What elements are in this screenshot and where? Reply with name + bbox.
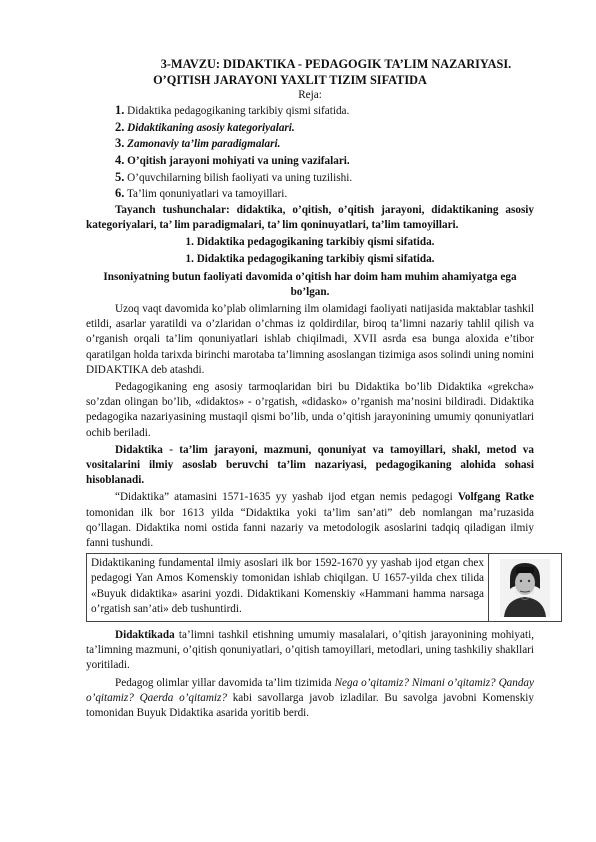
paragraph-definition: Pedagogikaning eng asosiy tarmoqlaridan biri bu Didaktika bo’lib Didaktika «grekcha» so’zdan olingan bo’lib, «didaktos» - o’rgatish, «didasko» o’rganish ma’nosini bildiradi. Didaktika pedagogika nazariyasining mustaqil qismi bo’lib, unda o’qitish jarayonining umumiy qonuniyatlari ochib beriladi. <box>86 381 534 439</box>
plan-item-number: 1. <box>115 103 125 118</box>
komenskiy-box-text: Didaktikaning fundamental ilmiy asoslari ilk bor 1592-1670 yy yashab ijod etgan chex pedagogi Yan Amos Komenskiy tomonidan ishlab chiqilgan. U 1657-yilda chex tilida «Buyuk didaktika» asarini yozdi. Didaktikani Komenskiy «Hammani hamma narsaga o’rgatish san’ati» deb tushuntirdi. <box>87 554 489 621</box>
plan-item <box>115 186 534 203</box>
plan-list <box>86 103 534 203</box>
plan-item-text: O’quvchilarning bilish faoliyati va uning tuzilishi. <box>127 171 353 184</box>
paragraph-history: Uzoq vaqt davomida ko’plab olimlarning ilm olamidagi faoliyati natijasida maktablar tashkil etildi, asarlar yaratildi va o’zlaridan o’chmas iz qoldirdilar, biroq ta’limni nazariy tahlil qilish va o’rganish orqali ta’lim qonuniyatlari ishlab chiqilmadi, XVII asrda esa bunga aloxida e’tibor qaratilgan holda tarixda birinchi marotaba ta’limning asoslangan tizimiga asos solindi uning nomini DIDAKTIKA deb atashdi. <box>86 302 534 376</box>
plan-item <box>115 153 534 170</box>
plan-item-text: Didaktika pedagogikaning tarkibiy qismi sifatida. <box>127 105 350 118</box>
section-heading-1: 1. Didaktika pedagogikaning tarkibiy qismi sifatida. <box>185 236 435 249</box>
plan-heading: Reja: <box>298 89 322 101</box>
paragraph-didaktikada <box>86 628 534 674</box>
ratke-text-a: “Didaktika” atamasini 1571-1635 yy yashab ijod etgan nemis pedagogi <box>115 491 458 504</box>
plan-item-number: 3. <box>115 136 125 151</box>
section-subheading: Insoniyatning butun faoliyati davomida o’qitish har doim ham muhim ahamiyatga ega bo’lgan. <box>103 270 517 298</box>
ratke-text-b: tomonidan ilk bor 1613 yilda “Didaktika yoki ta’lim san’ati” deb nomlangan ma’ruzasida qo’llagan. Didaktika nomi ostida fanni nazariy va metodologik asoslarini tadqiq qiladigan ilmiy fanni tushundi. <box>86 506 534 550</box>
plan-item-text: O’qitish jarayoni mohiyati va uning vazifalari. <box>127 154 350 167</box>
komenskiy-portrait <box>489 554 561 621</box>
title-line-1: 3-MAVZU: DIDAKTIKA - PEDAGOGIK TA’LIM NAZARIYASI. <box>160 57 512 71</box>
section-heading-2: 1. Didaktika pedagogikaning tarkibiy qismi sifatida. <box>185 253 435 266</box>
paragraph-questions <box>86 676 534 722</box>
plan-item-text: Zamonaviy ta’lim paradigmalari. <box>127 138 281 151</box>
plan-item-number: 2. <box>115 119 125 134</box>
questions-text-a: Pedagog olimlar yillar davomida ta’lim tizimida <box>115 676 335 689</box>
ratke-name: Volfgang Ratke <box>457 491 534 504</box>
komenskiy-box <box>86 553 562 622</box>
paragraph-didactics-bold: Didaktika - ta’lim jarayoni, mazmuni, qonuniyat va tamoyillari, shakl, metod va vositalarini ilmiy asoslab beruvchi ta’lim nazariyasi, pedagogikaning alohida sohasi hisoblanadi. <box>86 443 534 487</box>
plan-item-number: 5. <box>115 169 125 184</box>
plan-item <box>115 120 534 137</box>
didaktikada-text: ta’limni tashkil etishning umumiy masalalari, o’qitish jarayonining mohiyati, ta’limning mazmuni, o’qitish qonuniyatlari, o’qitish tamoyillari, metodlari, uning tashkiliy shakllari yoritiladi. <box>86 629 534 672</box>
page-title <box>86 56 534 88</box>
plan-item-number: 6. <box>115 186 125 201</box>
key-concepts: Tayanch tushunchalar: didaktika, o’qitish, o’qitish jarayoni, didaktikaning asosiy kategoriyalari, ta’ lim paradigmalari, ta’ lim qoninuyatlari, ta’lim tamoyillari. <box>86 203 534 231</box>
plan-item-text: Ta’lim qonuniyatlari va tamoyillari. <box>126 188 288 201</box>
didaktikada-term: Didaktikada <box>115 629 175 642</box>
plan-item-number: 4. <box>115 152 125 167</box>
plan-item-text: Didaktikaning asosiy kategoriyalari. <box>127 121 295 134</box>
questions-italic: Nega o’qitamiz? Nimani o’qitamiz? Qanday o’qitamiz? Qaerda o’qitamiz? <box>86 676 534 704</box>
plan-item <box>115 103 534 120</box>
portrait-image <box>500 559 550 617</box>
questions-text-b: kabi savollarga javob izladilar. Bu savolga javobni Komenskiy tomonidan Buyuk Didaktika asarida yoritib berdi. <box>86 691 534 720</box>
plan-item <box>115 136 534 153</box>
title-line-2: O’QITISH JARAYONI YAXLIT TIZIM SIFATIDA <box>153 73 427 87</box>
paragraph-ratke <box>86 490 534 551</box>
plan-item <box>115 170 534 187</box>
